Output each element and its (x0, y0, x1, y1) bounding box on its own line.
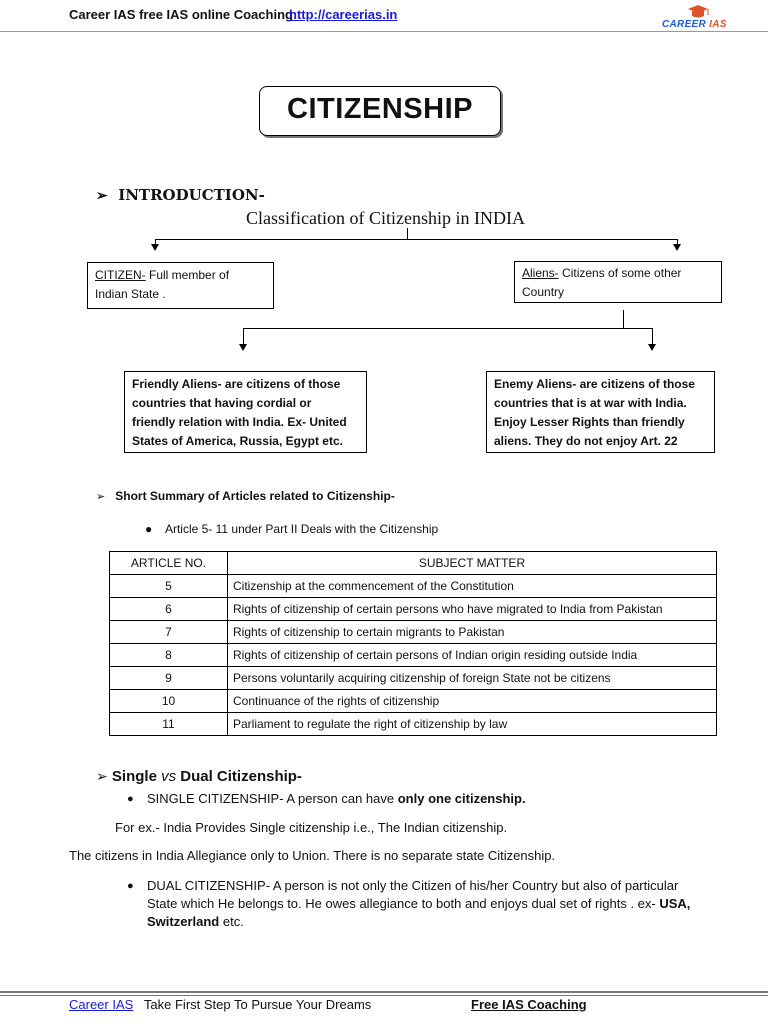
arrow-down-icon (673, 244, 681, 251)
article-number: 5 (110, 575, 228, 598)
table-row (110, 575, 717, 598)
dual-citizenship-bullet (127, 877, 707, 931)
single-citizenship-label: SINGLE CITIZENSHIP (147, 791, 280, 806)
arrow-down-icon (239, 344, 247, 351)
page-title-box (259, 86, 501, 136)
table-header-subject: SUBJECT MATTER (228, 552, 717, 575)
footer-divider (0, 991, 768, 993)
subject-matter: Rights of citizenship to certain migrants to Pakistan (228, 621, 717, 644)
subject-matter: Persons voluntarily acquiring citizenship of foreign State not be citizens (228, 667, 717, 690)
enemy-aliens-line: countries that is at war with India. (494, 396, 687, 410)
arrow-down-icon (648, 344, 656, 351)
citizen-box (87, 262, 274, 309)
header-url-link[interactable]: http://careerias.in (289, 7, 398, 22)
dual-citizenship-examples: USA, Switzerland (147, 896, 691, 929)
friendly-aliens-line: friendly relation with India. Ex- United (132, 415, 347, 429)
intro-heading (96, 186, 265, 204)
summary-heading-text: Short Summary of Articles related to Citizenship- (115, 489, 395, 503)
bullet-icon: ● (127, 880, 134, 892)
table-row (110, 598, 717, 621)
friendly-aliens-box (124, 371, 367, 453)
footer-divider (0, 995, 768, 996)
article-number: 8 (110, 644, 228, 667)
footer-tagline: Take First Step To Pursue Your Dreams (133, 997, 372, 1012)
logo-text-ias: IAS (709, 19, 727, 30)
diagram-connector (623, 310, 624, 328)
citizen-text: Indian State . (95, 287, 166, 301)
subject-matter: Continuance of the rights of citizenship (228, 690, 717, 713)
intro-heading-text: INTRODUCTION- (118, 186, 265, 204)
header-site-text: Career IAS free IAS online Coaching (69, 7, 293, 22)
table-row (110, 667, 717, 690)
article-number: 6 (110, 598, 228, 621)
page-title: CITIZENSHIP (287, 93, 473, 125)
friendly-aliens-line: States of America, Russia, Egypt etc. (132, 434, 343, 448)
subject-matter: Citizenship at the commencement of the Constitution (228, 575, 717, 598)
enemy-aliens-line: aliens. They do not enjoy Art. 22 (494, 434, 678, 448)
allegiance-text: The citizens in India Allegiance only to Union. There is no separate state Citizenship. (69, 848, 556, 863)
dual-citizenship-text: etc. (219, 914, 244, 929)
footer-right: Free IAS Coaching (471, 997, 587, 1012)
arrow-down-icon (151, 244, 159, 251)
single-citizenship-example: For ex.- India Provides Single citizenship i.e., The Indian citizenship. (115, 820, 508, 835)
arrow-bullet-icon: ➢ (96, 188, 108, 204)
heading-part: Single (111, 768, 162, 785)
table-header-row (110, 552, 717, 575)
friendly-aliens-line: Friendly Aliens- are citizens of those (132, 377, 341, 391)
table-row (110, 644, 717, 667)
enemy-aliens-line: Enemy Aliens- are citizens of those (494, 377, 695, 391)
bullet-icon: ● (127, 793, 134, 805)
single-citizenship-text: - A person can have (279, 791, 398, 806)
citizen-text: Full member of (145, 268, 230, 282)
bullet-icon: ● (145, 522, 153, 536)
article-number: 7 (110, 621, 228, 644)
arrow-bullet-icon: ➢ (96, 491, 106, 503)
table-header-article: ARTICLE NO. (110, 552, 228, 575)
single-citizenship-emphasis: only one citizenship. (397, 791, 526, 806)
single-vs-dual-heading (96, 768, 302, 785)
articles-table (109, 551, 717, 736)
subject-matter: Rights of citizenship of certain persons who have migrated to India from Pakistan (228, 598, 717, 621)
diagram-connector (243, 328, 652, 329)
table-row (110, 690, 717, 713)
aliens-text: Citizens of some other (558, 266, 682, 280)
heading-part: Dual Citizenship- (176, 768, 302, 785)
footer-career-ias-link[interactable]: Career IAS (69, 997, 134, 1012)
friendly-aliens-line: countries that having cordial or (132, 396, 312, 410)
arrow-bullet-icon: ➢ (96, 768, 108, 784)
table-row (110, 621, 717, 644)
subject-matter: Parliament to regulate the right of citizenship by law (228, 713, 717, 736)
article-number: 10 (110, 690, 228, 713)
diagram-connector (155, 239, 677, 240)
enemy-aliens-line: Enjoy Lesser Rights than friendly (494, 415, 685, 429)
aliens-box (514, 261, 722, 303)
citizen-label: CITIZEN- (95, 268, 146, 282)
heading-vs: vs (161, 768, 177, 785)
aliens-text: Country (522, 285, 565, 299)
diagram-connector (407, 228, 408, 239)
footer-left (69, 997, 371, 1012)
aliens-label: Aliens- (522, 266, 559, 280)
summary-bullet-text: Article 5- 11 under Part II Deals with the Citizenship (164, 522, 439, 536)
summary-bullet (145, 522, 438, 536)
header-divider (0, 31, 768, 32)
diagram-title: Classification of Citizenship in INDIA (246, 208, 525, 228)
summary-heading (96, 489, 395, 503)
enemy-aliens-box (486, 371, 715, 453)
single-citizenship-bullet (127, 790, 526, 808)
diagram-connector (652, 328, 653, 344)
article-number: 11 (110, 713, 228, 736)
diagram-connector (243, 328, 244, 344)
dual-citizenship-text: - A person is not only the Citizen of his/her Country but also of particular State which He belongs to. He owes allegiance to both and enjoys dual set of rights . ex- (147, 878, 679, 911)
career-ias-logo (652, 2, 732, 32)
article-number: 9 (110, 667, 228, 690)
dual-citizenship-label: DUAL CITIZENSHIP (147, 878, 266, 893)
logo-text-career: CAREER (662, 19, 707, 30)
subject-matter: Rights of citizenship of certain persons of Indian origin residing outside India (228, 644, 717, 667)
table-row (110, 713, 717, 736)
